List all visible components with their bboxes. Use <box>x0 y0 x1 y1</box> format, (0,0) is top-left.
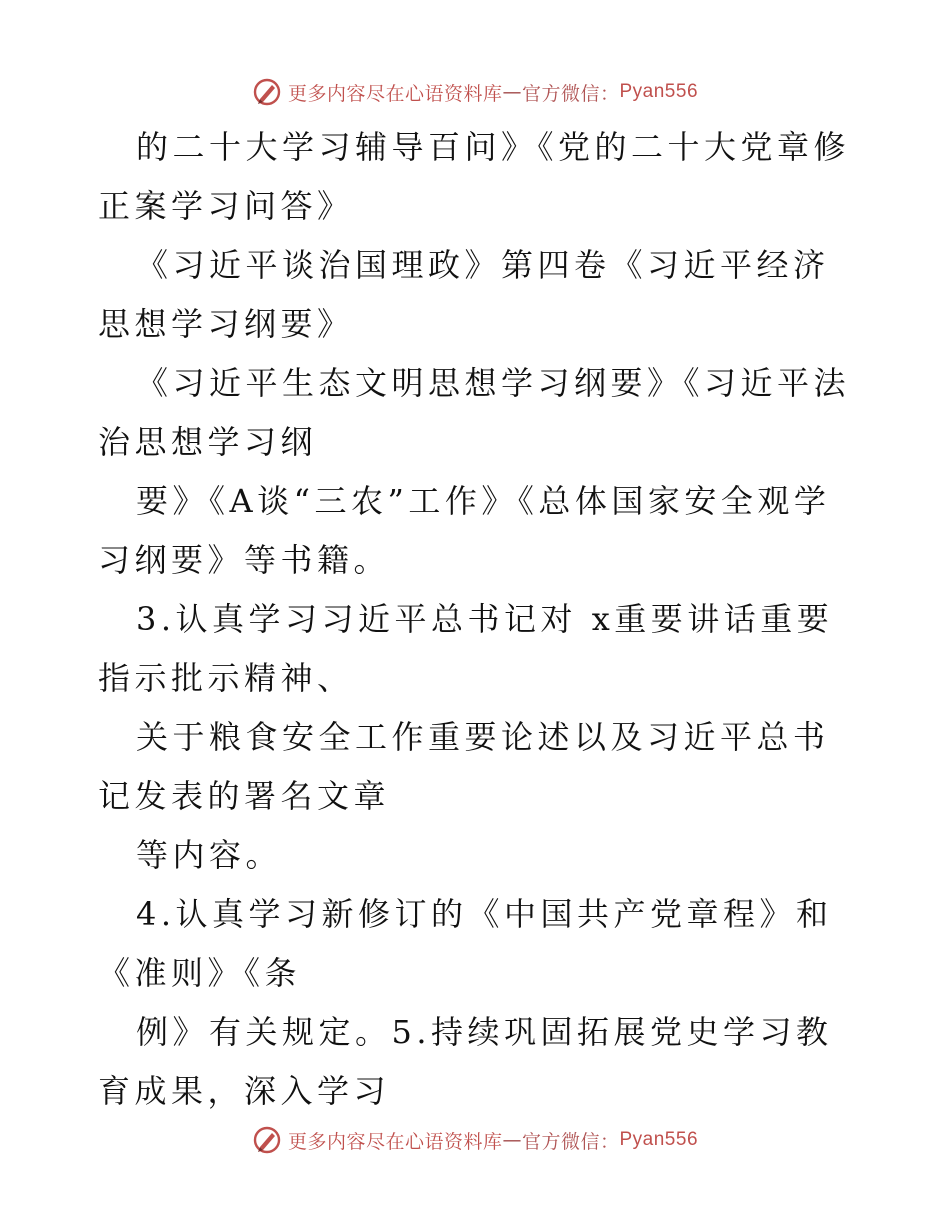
paragraph: 的二十大学习辅导百问》《党的二十大党章修正案学习问答》 <box>98 128 851 225</box>
watermark-brand: 更多内容尽在心语资料库 <box>287 82 503 105</box>
paragraph: 关于粮食安全工作重要论述以及习近平总书记发表的署名文章 <box>98 718 830 815</box>
watermark-separator: — <box>502 1129 522 1151</box>
document-body <box>98 118 858 1121</box>
watermark-brand: 更多内容尽在心语资料库 <box>287 1130 503 1153</box>
pen-logo-icon <box>252 77 282 107</box>
paragraph: 《习近平谈治国理政》第四卷《习近平经济思想学习纲要》 <box>98 246 830 343</box>
pen-logo-icon <box>252 1125 282 1155</box>
watermark-wechat-id: Pyan556 <box>619 81 699 102</box>
paragraph: 例》有关规定。5.持续巩固拓展党史学习教育成果，深入学习 <box>98 1013 833 1110</box>
paragraph: 等内容。 <box>136 836 283 874</box>
paragraph: 4.认真学习新修订的《中国共产党章程》和《准则》《条 <box>98 895 833 992</box>
watermark-label: 官方微信： <box>521 1130 620 1153</box>
paragraph: 3.认真学习习近平总书记对 x重要讲话重要指示批示精神、 <box>98 600 834 697</box>
watermark-wechat-id: Pyan556 <box>619 1129 699 1150</box>
paragraph: 《习近平生态文明思想学习纲要》《习近平法治思想学习纲 <box>98 364 851 461</box>
watermark-separator: — <box>502 81 522 103</box>
paragraph: 要》《A谈“三农”工作》《总体国家安全观学习纲要》等书籍。 <box>98 482 831 579</box>
watermark-footer <box>0 1120 950 1160</box>
watermark-header <box>0 72 950 112</box>
watermark-label: 官方微信： <box>521 82 620 105</box>
